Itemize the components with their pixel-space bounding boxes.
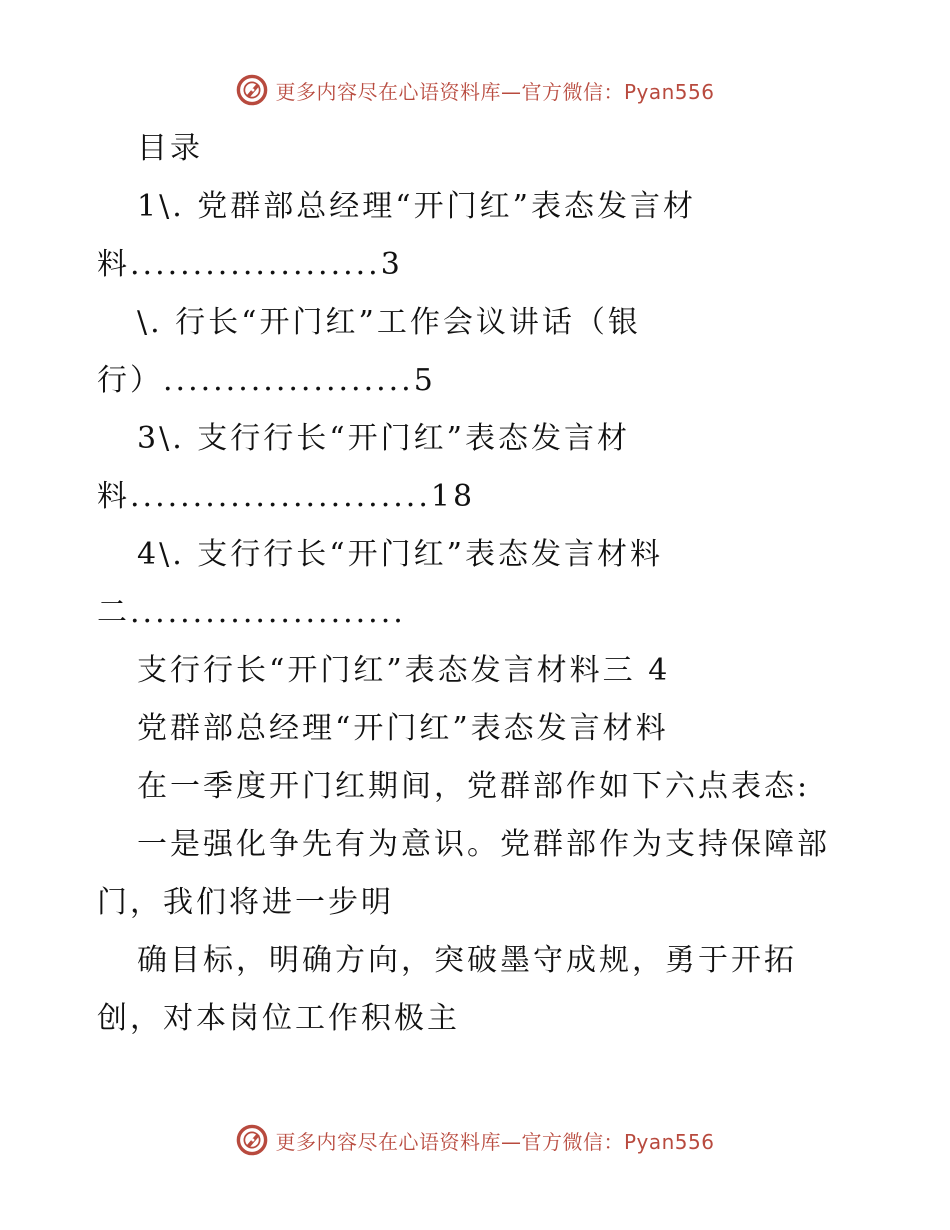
paragraph-line: 一是强化争先有为意识。党群部作为支持保障部 xyxy=(137,827,830,862)
document-title: 党群部总经理“开门红”表态发言材料 xyxy=(137,711,669,746)
document-body xyxy=(0,120,950,1048)
paragraph-line: 确目标，明确方向，突破墨守成规，勇于开拓 xyxy=(137,943,797,978)
paragraph-line: 门，我们将进一步明 xyxy=(97,885,394,920)
paragraph-line: 在一季度开门红期间，党群部作如下六点表态: xyxy=(137,769,811,804)
toc-entry-4-line1: 4\. 支行行长“开门红”表态发言材料 xyxy=(137,537,663,572)
pen-nib-circle-logo-icon xyxy=(235,1123,269,1157)
toc-entry-3-line1: 3\. 支行行长“开门红”表态发言材 xyxy=(137,421,630,456)
toc-title: 目录 xyxy=(137,131,203,166)
toc-entry-2-line1: \. 行长“开门红”工作会议讲话（银 xyxy=(137,305,641,340)
toc-entry-3-line2: 料........................18 xyxy=(97,479,476,514)
toc-entry-2-line2: 行）....................5 xyxy=(97,363,436,398)
page-header-banner xyxy=(0,70,950,110)
pen-nib-circle-logo-icon xyxy=(235,73,269,107)
footer-banner-text: 更多内容尽在心语资料库—官方微信：Pyan556 xyxy=(275,1129,715,1154)
toc-entry-1-line1: 1\. 党群部总经理“开门红”表态发言材 xyxy=(137,189,696,224)
header-banner-text: 更多内容尽在心语资料库—官方微信：Pyan556 xyxy=(275,79,715,104)
toc-entry-4-line2: 二...................... xyxy=(97,595,406,630)
page-footer-banner xyxy=(0,1120,950,1160)
paragraph-line: 创，对本岗位工作积极主 xyxy=(97,1001,460,1036)
toc-entry-1-line2: 料....................3 xyxy=(97,247,403,282)
toc-entry-extra: 支行行长“开门红”表态发言材料三 4 xyxy=(137,653,671,688)
